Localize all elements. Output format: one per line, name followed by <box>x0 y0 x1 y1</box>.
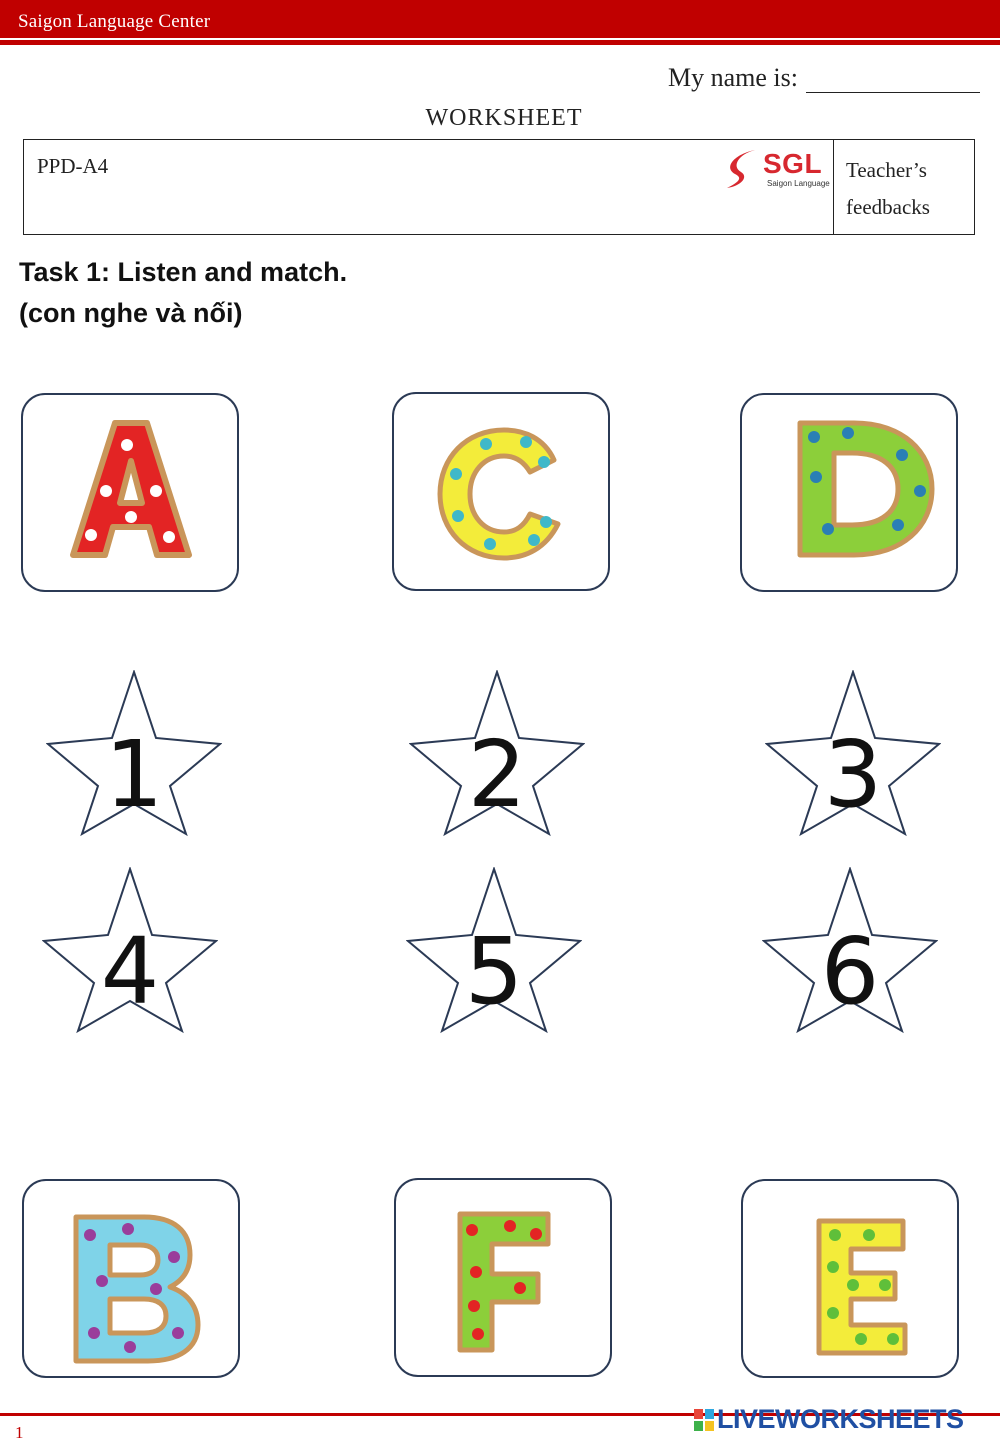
liveworksheets-brand <box>694 1404 964 1435</box>
letter-card-c[interactable] <box>392 392 610 591</box>
header-divider <box>0 40 1000 45</box>
number-star-2[interactable] <box>409 670 585 838</box>
header-bar <box>0 0 1000 38</box>
star-number-4: 4 <box>100 918 160 1025</box>
star-number-3: 3 <box>823 721 883 828</box>
letter-card-b[interactable] <box>22 1179 240 1378</box>
feedback-line-1: Teacher’s <box>846 158 927 182</box>
number-star-3[interactable] <box>765 670 941 838</box>
teacher-feedback-label <box>846 152 930 226</box>
sgl-logo <box>721 146 831 192</box>
letter-card-d[interactable] <box>740 393 958 592</box>
liveworksheets-logo-icon <box>694 1409 714 1431</box>
cookie-letter-d-icon <box>742 395 960 594</box>
number-star-5[interactable] <box>406 867 582 1035</box>
worksheet-code: PPD-A4 <box>37 154 109 178</box>
star-number-5: 5 <box>464 918 524 1025</box>
task-title: Task 1: Listen and match. <box>19 257 348 287</box>
letter-card-f[interactable] <box>394 1178 612 1377</box>
sgl-swoosh-icon <box>721 146 765 192</box>
star-number-1: 1 <box>104 721 164 828</box>
cookie-letter-f-icon <box>396 1180 614 1379</box>
cookie-letter-b-icon <box>24 1181 242 1380</box>
number-star-1[interactable] <box>46 670 222 838</box>
brand-text: LIVEWORKSHEETS <box>717 1404 964 1434</box>
cookie-letter-c-icon <box>394 394 612 593</box>
name-label: My name is: <box>668 63 798 92</box>
cookie-letter-a-icon <box>23 395 241 594</box>
logo-subtext: Saigon Language <box>767 179 830 188</box>
letter-card-e[interactable] <box>741 1179 959 1378</box>
name-field <box>668 62 980 93</box>
page-number: 1 <box>15 1423 24 1442</box>
letter-card-a[interactable] <box>21 393 239 592</box>
star-number-2: 2 <box>467 721 527 828</box>
number-star-4[interactable] <box>42 867 218 1035</box>
task-subtitle: (con nghe và nối) <box>19 298 243 328</box>
feedback-divider <box>833 140 834 234</box>
name-blank-line[interactable] <box>806 62 980 93</box>
info-box <box>23 139 975 235</box>
star-number-6: 6 <box>820 918 880 1025</box>
logo-text: SGL <box>763 148 823 179</box>
center-name: Saigon Language Center <box>18 11 211 32</box>
worksheet-title: WORKSHEET <box>425 105 583 131</box>
number-star-6[interactable] <box>762 867 938 1035</box>
task-heading <box>19 252 347 334</box>
feedback-line-2: feedbacks <box>846 195 930 219</box>
cookie-letter-e-icon <box>743 1181 961 1380</box>
